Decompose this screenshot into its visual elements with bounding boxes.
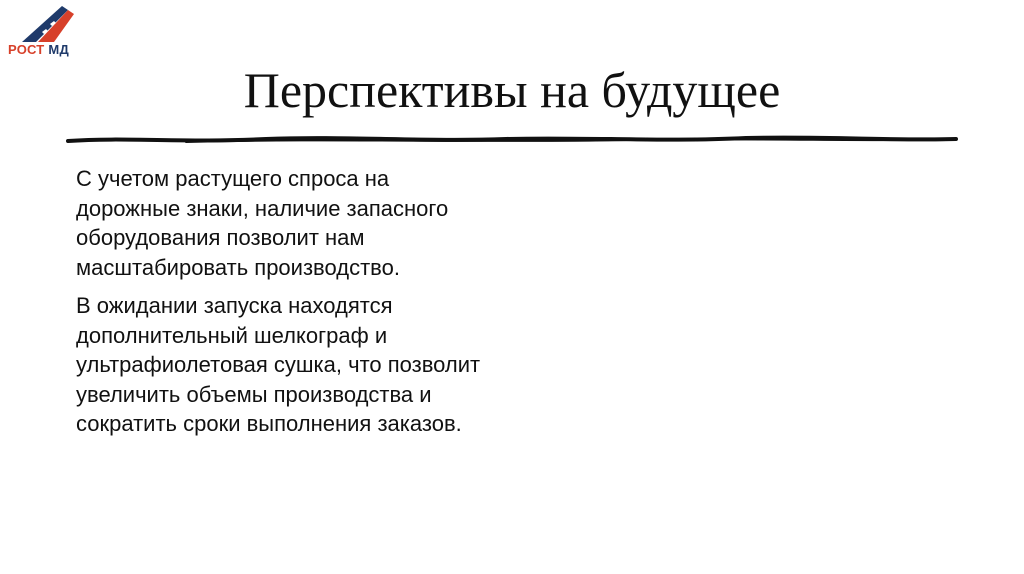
- slide-body: [76, 164, 496, 448]
- body-paragraph-2: В ожидании запуска находятся дополнительный шелкограф и ультрафиолетовая сушка, что позволит увеличить объемы производства и сократить сроки выполнения заказов.: [76, 293, 481, 436]
- title-divider: [66, 132, 958, 146]
- logo-text-part2: МД: [48, 42, 69, 57]
- logo: [4, 2, 96, 60]
- body-paragraph-1: С учетом растущего спроса на дорожные знаки, наличие запасного оборудования позволит нам масштабировать производство.: [76, 166, 449, 280]
- logo-text: [8, 42, 69, 57]
- road-stripes-logo-icon: [4, 2, 96, 46]
- slide-title: Перспективы на будущее: [243, 62, 781, 118]
- logo-text-part1: РОСТ: [8, 42, 45, 57]
